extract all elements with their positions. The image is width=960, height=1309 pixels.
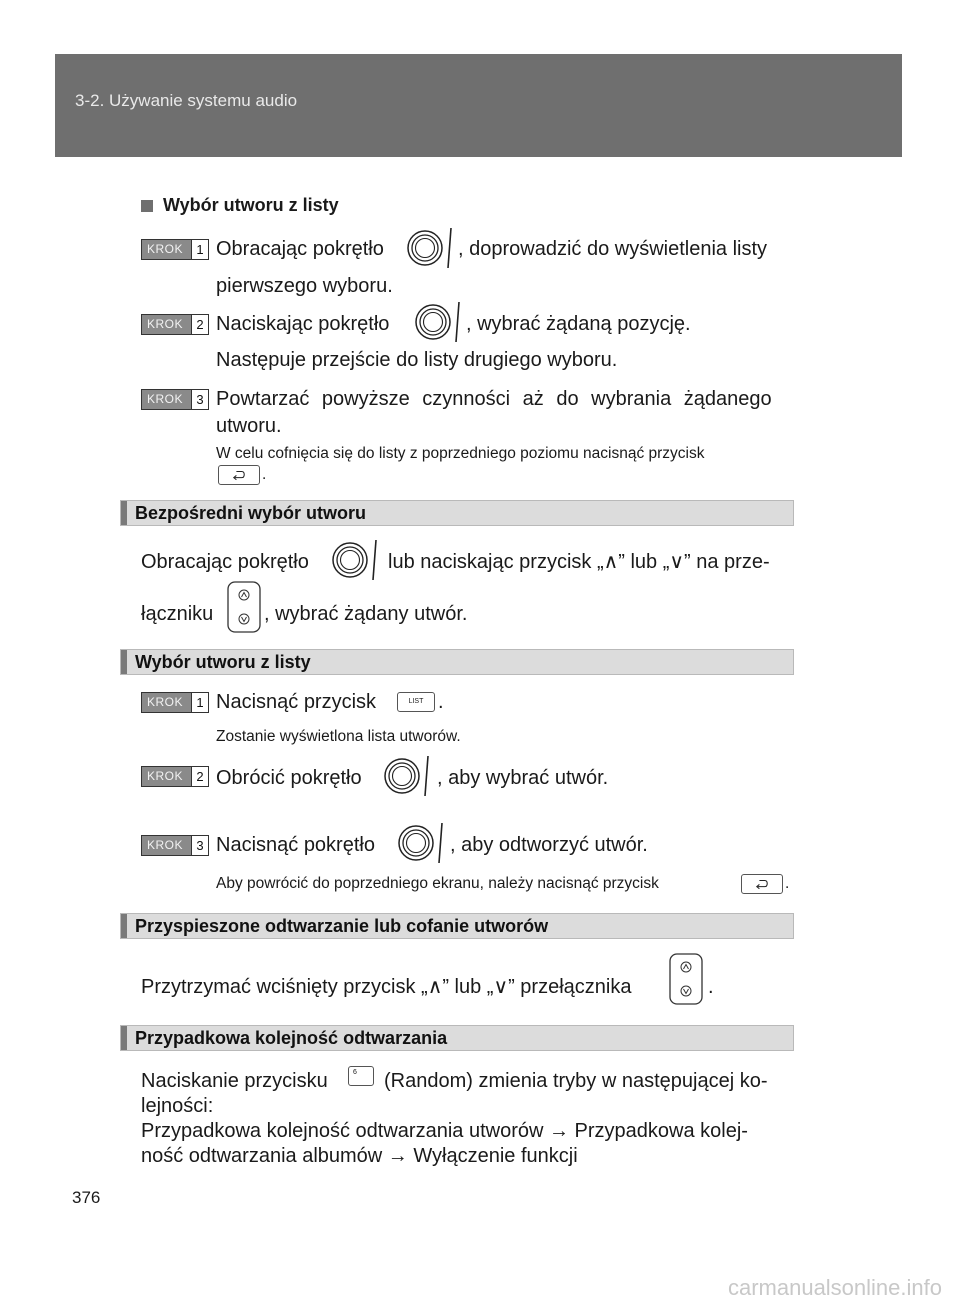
- dial-knob-icon: [413, 300, 469, 344]
- banner-title: Wybór utworu z listy: [135, 652, 311, 672]
- step-3-text: Powtarzać powyższe czynności aż do wybrania żądanego: [216, 388, 772, 410]
- random-text: Naciskanie przycisku: [141, 1070, 328, 1092]
- dial-knob-icon: [382, 754, 438, 798]
- direct-text-line2-cont: , wybrać żądany utwór.: [264, 603, 468, 625]
- list-step-2-cont: , aby wybrać utwór.: [437, 767, 609, 789]
- rocker-switch-icon: [668, 952, 704, 1006]
- dial-knob-icon: [396, 821, 452, 865]
- back-button-icon: [218, 465, 260, 485]
- watermark: carmanualsonline.info: [727, 1275, 942, 1300]
- step-badge-3: KROK 3: [141, 835, 209, 856]
- step-3-text-line2: utworu.: [216, 415, 282, 437]
- button-6-icon: 6: [348, 1066, 374, 1086]
- fast-text-end: .: [708, 976, 714, 998]
- subheading: Wybór utworu z listy: [163, 195, 339, 215]
- fast-text: Przytrzymać wciśnięty przycisk „∧” lub „∨” przełącznika: [141, 976, 632, 998]
- dial-knob-icon: [330, 538, 386, 582]
- heading-bullet: [141, 200, 153, 212]
- direct-text-line2: łączniku: [141, 603, 214, 625]
- banner-title: Przyspieszone odtwarzanie lub cofanie utworów: [135, 916, 549, 936]
- section-banner-random: [120, 1025, 794, 1051]
- random-text-cont: (Random) zmienia tryby w następującej ko-: [384, 1070, 768, 1092]
- direct-text: Obracając pokrętło: [141, 551, 309, 573]
- list-button-icon: LIST: [397, 692, 435, 712]
- banner-title: Bezpośredni wybór utworu: [135, 503, 367, 523]
- list-step-1-end: .: [438, 691, 444, 713]
- rocker-switch-icon: [226, 580, 262, 634]
- direct-text-cont: lub naciskając przycisk „∧” lub „∨” na prze-: [388, 551, 770, 573]
- step-1-text-line2: pierwszego wyboru.: [216, 275, 393, 297]
- note-back: W celu cofnięcia się do listy z poprzedniego poziomu nacisnąć przycisk: [216, 445, 705, 462]
- list-step-3-cont: , aby odtworzyć utwór.: [450, 834, 648, 856]
- list-step-2-text: Obrócić pokrętło: [216, 767, 362, 789]
- note-end: .: [262, 466, 267, 483]
- dial-knob-icon: [405, 226, 461, 270]
- random-text-line2: lejności:: [141, 1095, 214, 1117]
- list-step-3-note: Aby powrócić do poprzedniego ekranu, należy nacisnąć przycisk: [216, 875, 659, 892]
- section-title: 3-2. Używanie systemu audio: [75, 91, 298, 110]
- page-number: 376: [72, 1188, 101, 1207]
- step-badge-1: KROK 1: [141, 239, 209, 260]
- section-banner-direct: [120, 500, 794, 526]
- step-badge-1: KROK 1: [141, 692, 209, 713]
- list-step-3-text: Nacisnąć pokrętło: [216, 834, 375, 856]
- step-2-text: Naciskając pokrętło: [216, 313, 390, 335]
- section-banner-fast: [120, 913, 794, 939]
- step-1-text-cont: , doprowadzić do wyświetlenia listy: [458, 238, 768, 260]
- list-step-3-note-end: .: [785, 875, 790, 892]
- step-badge-3: KROK 3: [141, 389, 209, 410]
- back-button-icon: [741, 874, 783, 894]
- list-step-1-text: Nacisnąć przycisk: [216, 691, 377, 713]
- random-text-line3: Przypadkowa kolejność odtwarzania utworów → Przypadkowa kolej-: [141, 1120, 748, 1142]
- banner-title: Przypadkowa kolejność odtwarzania: [135, 1028, 448, 1048]
- step-2-text-cont: , wybrać żądaną pozycję.: [466, 313, 691, 335]
- step-2-text-line2: Następuje przejście do listy drugiego wyboru.: [216, 349, 618, 371]
- step-badge-2: KROK 2: [141, 314, 209, 335]
- random-text-line4: ność odtwarzania albumów → Wyłączenie funkcji: [141, 1145, 578, 1167]
- page-header: [55, 54, 902, 157]
- list-step-1-note: Zostanie wyświetlona lista utworów.: [216, 728, 461, 745]
- step-badge-2: KROK 2: [141, 766, 209, 787]
- step-1-text: Obracając pokrętło: [216, 238, 384, 260]
- section-banner-list: [120, 649, 794, 675]
